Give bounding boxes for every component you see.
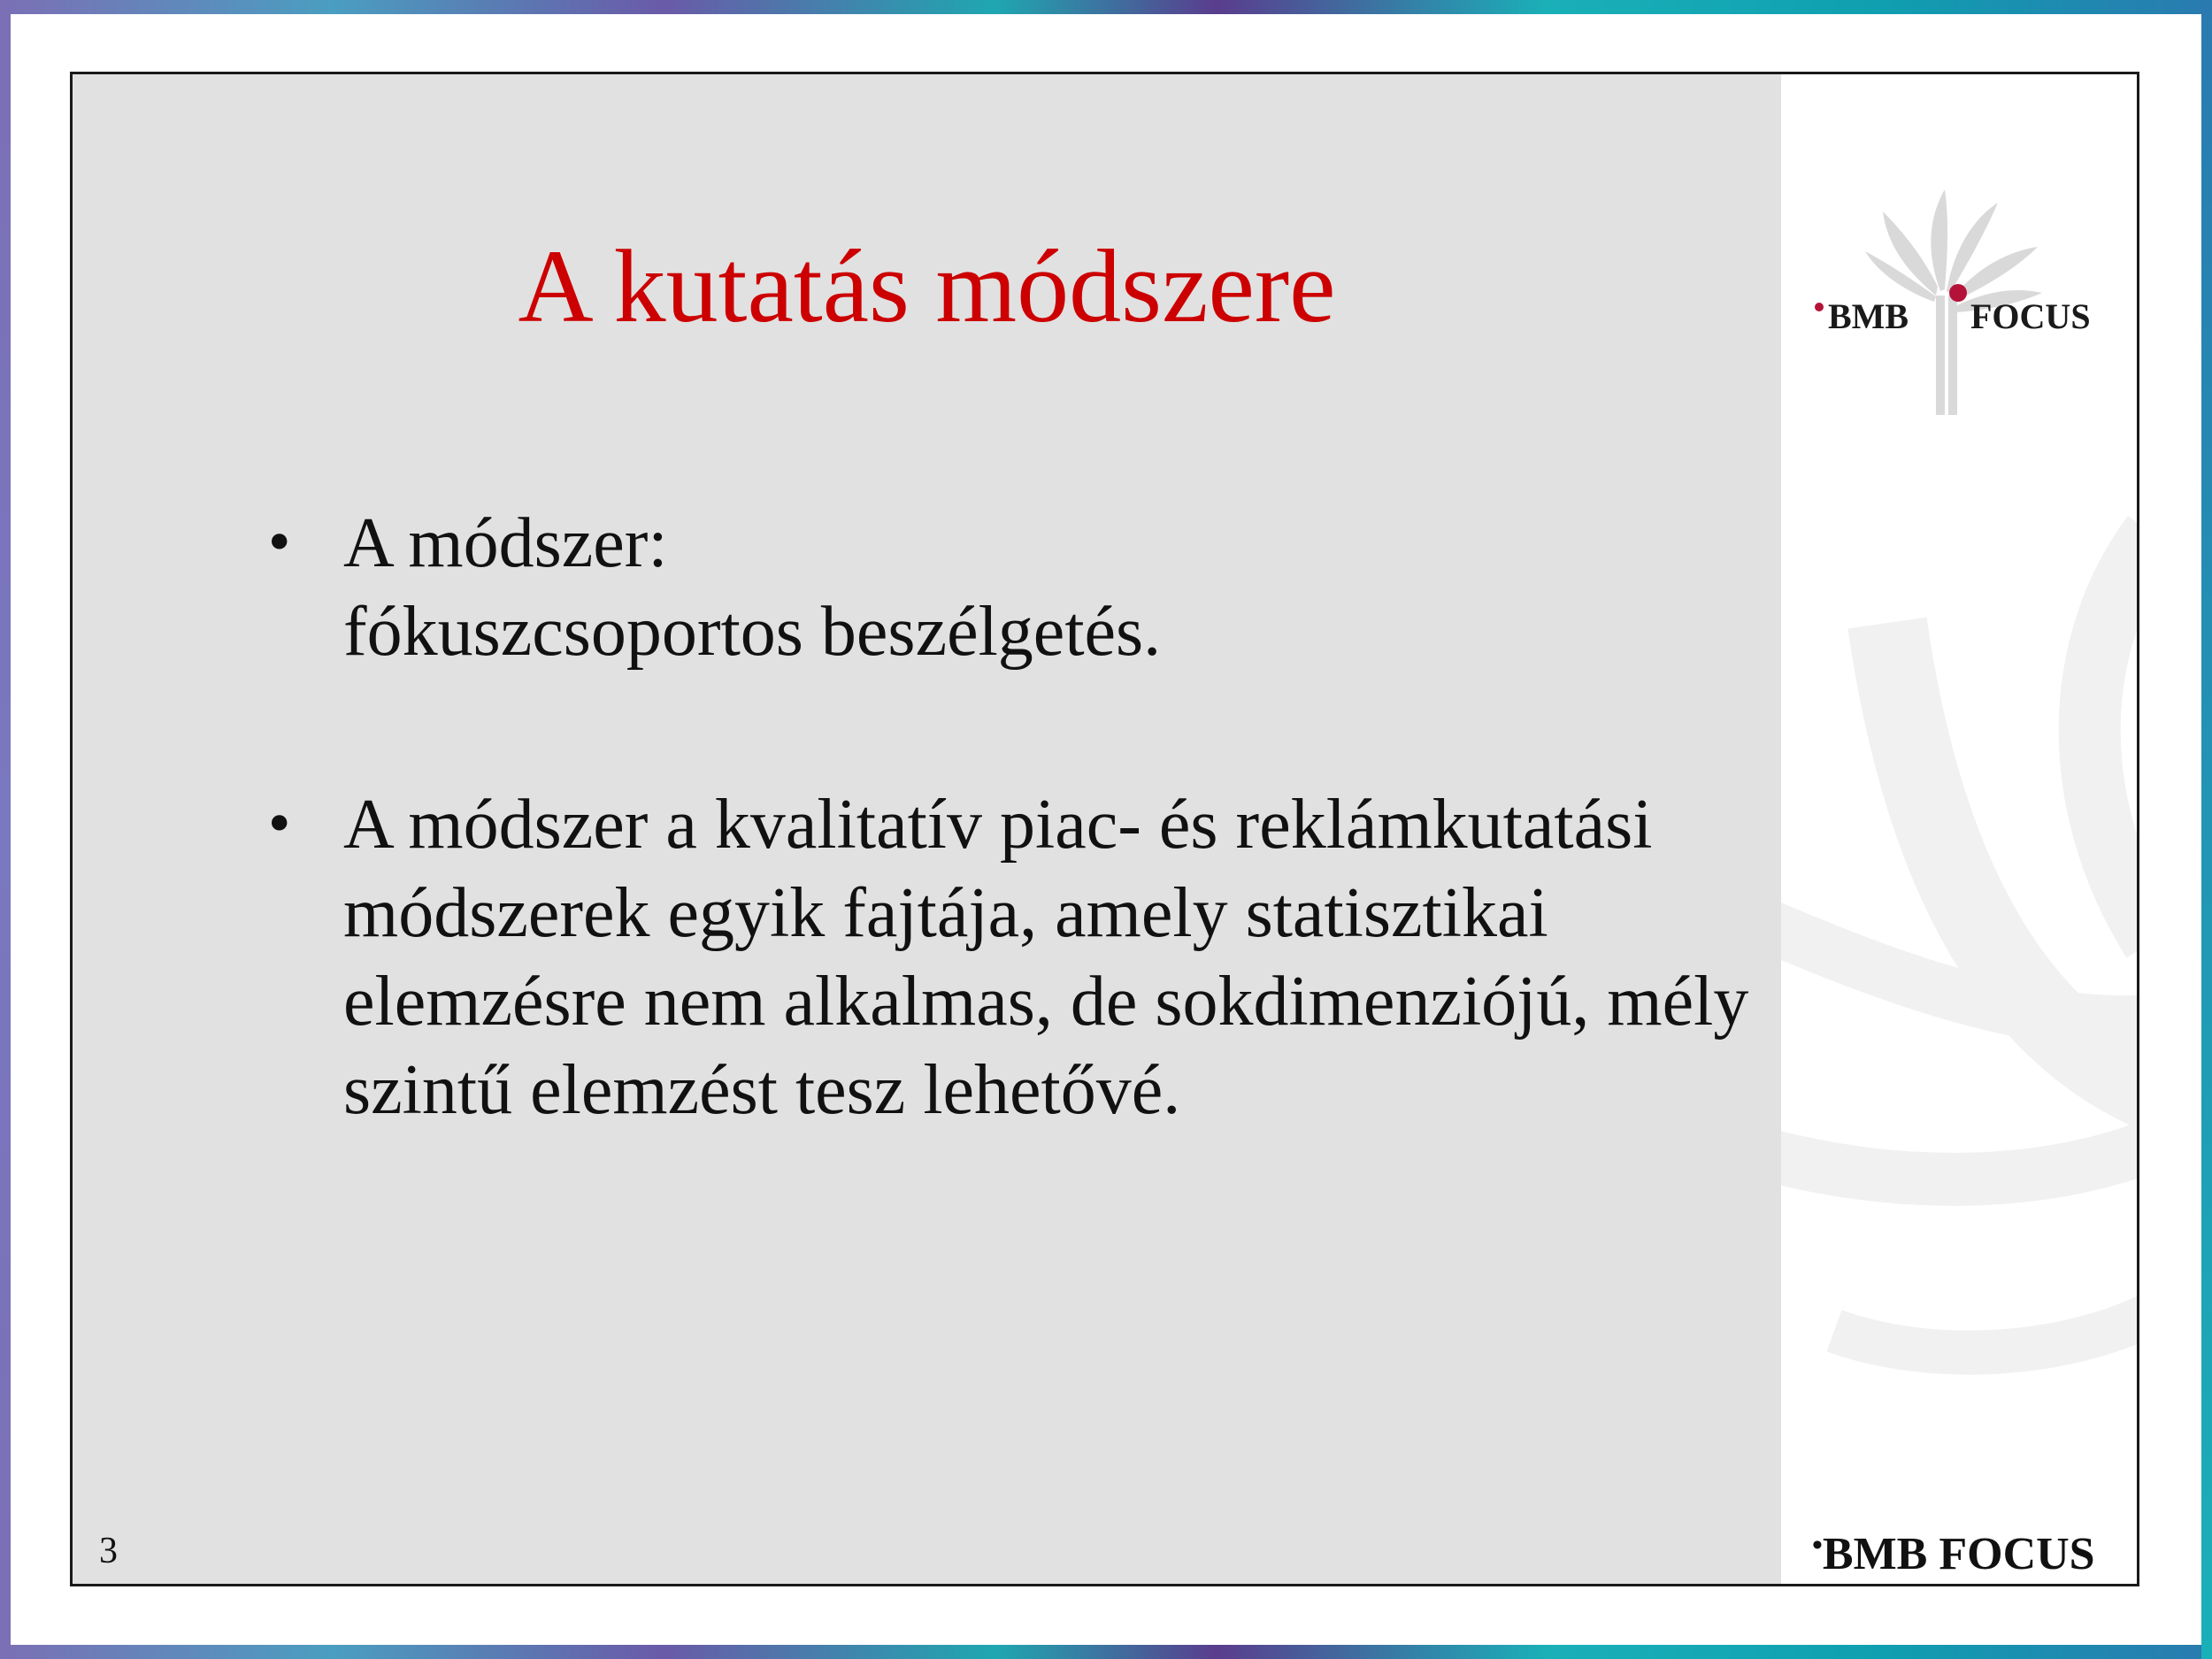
logo-bmb-text: BMB xyxy=(1828,296,1909,336)
slide xyxy=(70,72,2139,1586)
bullet-list xyxy=(186,499,1761,1134)
logo-focus-text: FOCUS xyxy=(1970,296,2091,336)
bullet-text-line: A módszer: xyxy=(343,504,668,582)
bullet-dot-icon: • xyxy=(264,512,296,574)
frame-right-border xyxy=(2201,0,2212,1659)
bullet-dot-icon: • xyxy=(264,794,296,856)
footer-dot-icon: • xyxy=(1812,1529,1823,1562)
frame-top-border xyxy=(0,0,2212,14)
bullet-text-line: A módszer a kvalitatív piac- és reklámkutatási xyxy=(343,786,1653,864)
logo-dot-icon xyxy=(1815,303,1824,311)
footer-brand xyxy=(1812,1528,2095,1580)
bullet-text-line: elemzésre nem alkalmas, de sokdimenziójú, mély xyxy=(343,963,1749,1041)
page-number: 3 xyxy=(99,1531,118,1571)
bullet-text-line: módszerek egyik fajtája, amely statisztikai xyxy=(343,874,1548,952)
frame-bottom-border xyxy=(0,1645,2212,1659)
bmb-focus-logo-graphic xyxy=(1803,141,2104,415)
side-panel xyxy=(1781,74,2139,1586)
bullet-text-line: szintű elemzést tesz lehetővé. xyxy=(343,1051,1181,1129)
bullet-text-line: fókuszcsoportos beszélgetés. xyxy=(343,593,1162,671)
footer-brand-text: BMB FOCUS xyxy=(1822,1529,2095,1579)
bullet-item xyxy=(186,499,1761,676)
frame-left-border xyxy=(0,0,11,1659)
bullet-item xyxy=(186,780,1761,1134)
slide-title: A kutatás módszere xyxy=(518,228,1336,344)
